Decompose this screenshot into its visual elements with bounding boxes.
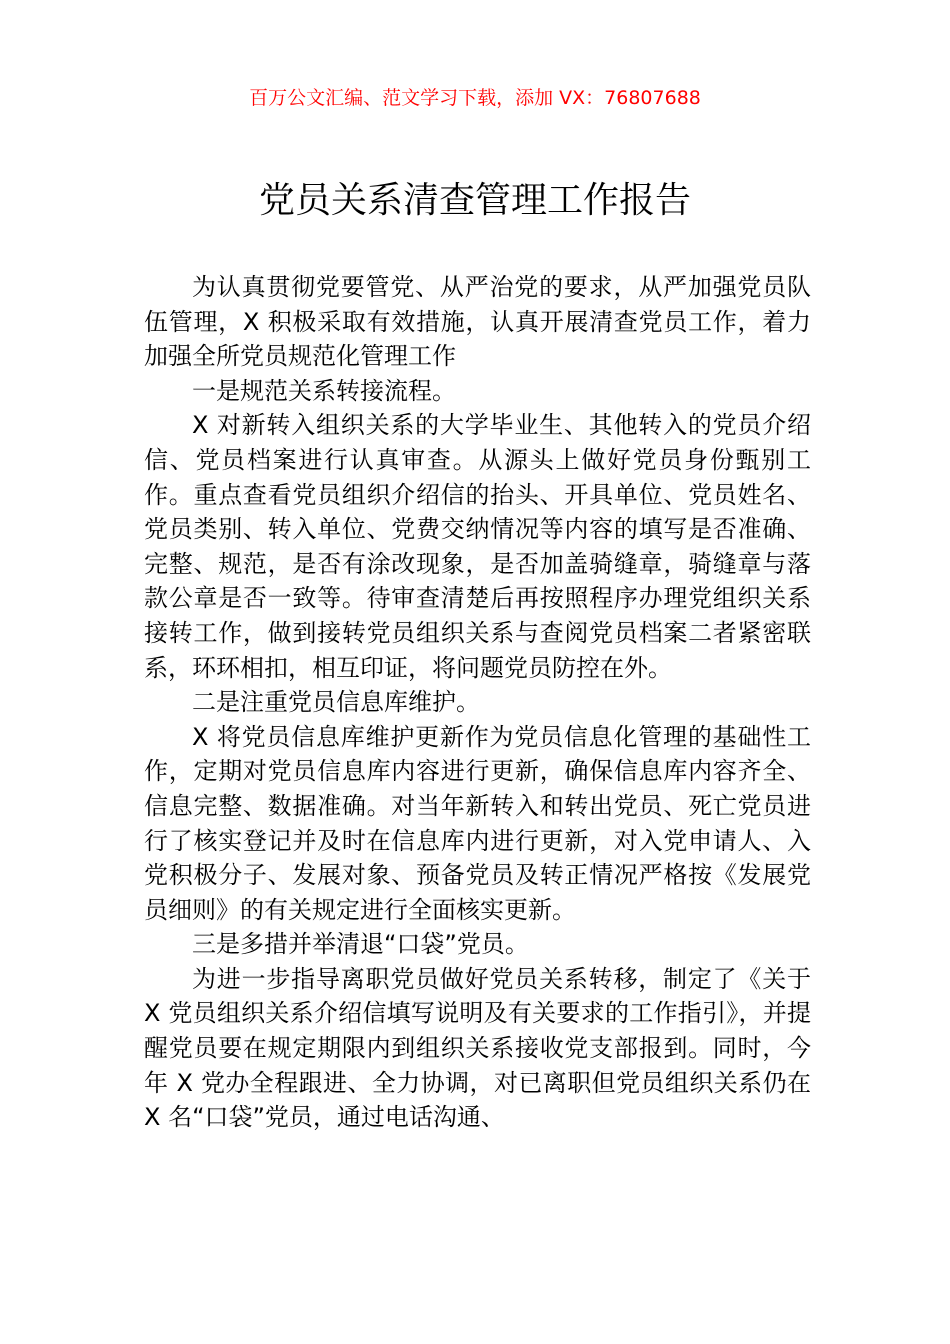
document-body: [144, 270, 811, 1135]
paragraph-section-3: 为进一步指导离职党员做好党员关系转移，制定了《关于 X 党员组织关系介绍信填写说明及有关要求的工作指引》，并提醒党员要在规定期限内到组织关系接收党支部报到。同时，今年 X 党办全程跟进、全力协调，对已离职但党员组织关系仍在 X 名“口袋”党员，通过电话沟通、: [144, 964, 811, 1132]
paragraph-section-2: X 将党员信息库维护更新作为党员信息化管理的基础性工作，定期对党员信息库内容进行更新，确保信息库内容齐全、信息完整、数据准确。对当年新转入和转出党员、死亡党员进行了核实登记并及时在信息库内进行更新，对入党申请人、入党积极分子、发展对象、预备党员及转正情况严格按《发展党员细则》的有关规定进行全面核实更新。: [144, 722, 811, 924]
document-title: 党员关系清查管理工作报告: [258, 180, 691, 221]
section-heading-3: 三是多措并举清退“口袋”党员。: [192, 930, 529, 959]
paragraph-intro: 为认真贯彻党要管党、从严治党的要求，从严加强党员队伍管理，X 积极采取有效措施，认真开展清查党员工作，着力加强全所党员规范化管理工作: [144, 273, 811, 371]
section-heading-2: 二是注重党员信息库维护。: [192, 688, 480, 717]
section-heading-1: 一是规范关系转接流程。: [192, 376, 456, 405]
paragraph-section-1: X 对新转入组织关系的大学毕业生、其他转入的党员介绍信、党员档案进行认真审查。从源头上做好党员身份甄别工作。重点查看党员组织介绍信的抬头、开具单位、党员姓名、党员类别、转入单位、党费交纳情况等内容的填写是否准确、完整、规范，是否有涂改现象，是否加盖骑缝章，骑缝章与落款公章是否一致等。待审查清楚后再按照程序办理党组织关系接转工作，做到接转党员组织关系与查阅党员档案二者紧密联系，环环相扣，相互印证，将问题党员防控在外。: [144, 411, 811, 682]
header-banner: 百万公文汇编、范文学习下载，添加 VX：76807688: [249, 87, 701, 109]
